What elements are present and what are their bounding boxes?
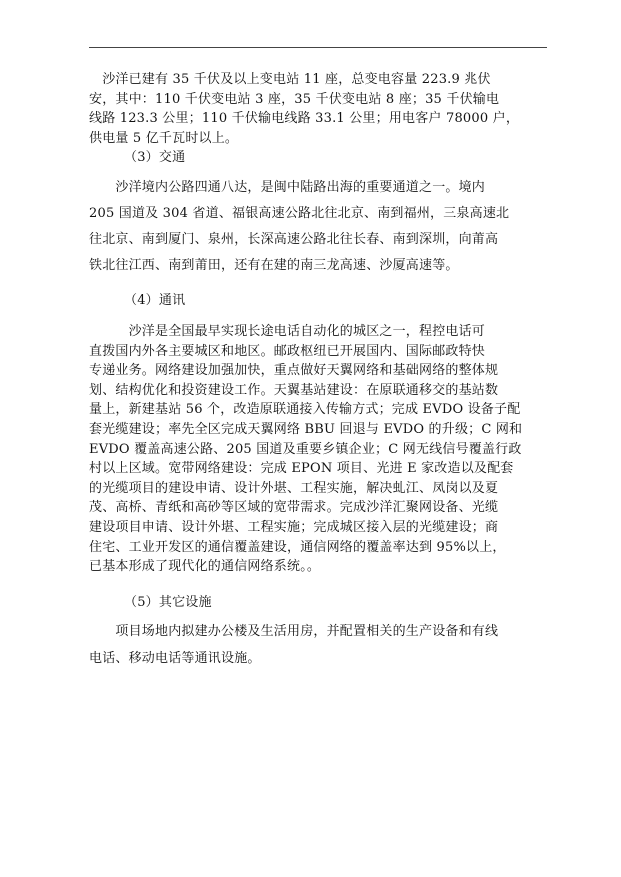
text-line: 直拨国内外各主要城区和地区。邮政枢纽已开展国内、国际邮政特快 — [89, 343, 486, 359]
text-line: 项目场地内拟建办公楼及生活用房，并配置相关的生产设备和有线 — [89, 624, 499, 639]
text-line: 线路 123.3 公里；110 千伏输电线路 33.1 公里；用电客户 78000 户， — [89, 111, 520, 126]
header-rule — [89, 47, 547, 48]
text-line: 铁北往江西、南到莆田，还有在建的南三龙高速、沙厦高速等。 — [89, 258, 459, 273]
text-line: 沙洋已建有 35 千伏及以上变电站 11 座，总变电容量 223.9 兆伏 — [89, 72, 491, 87]
text-line: 沙洋是全国最早实现长途电话自动化的城区之一，程控电话可 — [89, 324, 486, 339]
text-line: 专递业务。网络建设加强加快，重点做好天翼网络和基础网络的整体规 — [89, 363, 499, 379]
text-line: 量上，新建基站 56 个，改造原联通接入传输方式；完成 EVDO 设备子配 — [89, 402, 521, 418]
text-line: 村以上区域。宽带网络建设：完成 EPON 项目、光进 E 家改造以及配套 — [89, 461, 514, 477]
text-line: 沙洋境内公路四通八达，是闽中陆路出海的重要通道之一。境内 — [89, 180, 486, 195]
text-line: 安，其中：110 千伏变电站 3 座，35 千伏变电站 8 座；35 千伏输电 — [89, 91, 500, 107]
text-line: 已基本形成了现代化的通信网络系统。。 — [89, 559, 321, 575]
text-line: 供电量 5 亿千瓦时以上。 — [89, 130, 239, 146]
text-line: 的光缆项目的建设申请、设计外堪、工程实施，解决虬江、凤岗以及夏 — [89, 480, 499, 496]
section-heading-transport: （3）交通 — [124, 150, 186, 165]
text-line: 205 国道及 304 省道、福银高速公路北往北京、南到福州，三泉高速北 — [89, 206, 510, 221]
section-heading-other-facilities: （5）其它设施 — [124, 595, 212, 610]
section-heading-telecom: （4）通讯 — [124, 293, 186, 308]
text-line: 往北京、南到厦门、泉州，长深高速公路北往长春、南到深圳，向莆高 — [89, 232, 499, 247]
text-line: 划、结构优化和投资建设工作。天翼基站建设：在原联通移交的基站数 — [89, 382, 499, 398]
text-line: 套光缆建设；率先全区完成天翼网络 BBU 回退与 EVDO 的升级；C 网和 — [89, 421, 523, 437]
paragraph-power-supply — [89, 70, 551, 148]
paragraph-other-facilities — [89, 618, 551, 672]
paragraph-telecom — [89, 322, 551, 577]
text-line: 电话、移动电话等通讯设施。 — [89, 651, 261, 666]
text-line: 茂、高桥、青纸和高砂等区域的宽带需求。完成沙洋汇聚网设备、光缆 — [89, 500, 499, 516]
paragraph-transport — [89, 175, 551, 279]
text-line: EVDO 覆盖高速公路、205 国道及重要乡镇企业；C 网无线信号覆盖行政 — [89, 441, 522, 457]
text-line: 建设项目申请、设计外堪、工程实施；完成城区接入层的光缆建设；商 — [89, 519, 499, 535]
text-line: 住宅、工业开发区的通信覆盖建设，通信网络的覆盖率达到 95%以上， — [89, 539, 506, 555]
